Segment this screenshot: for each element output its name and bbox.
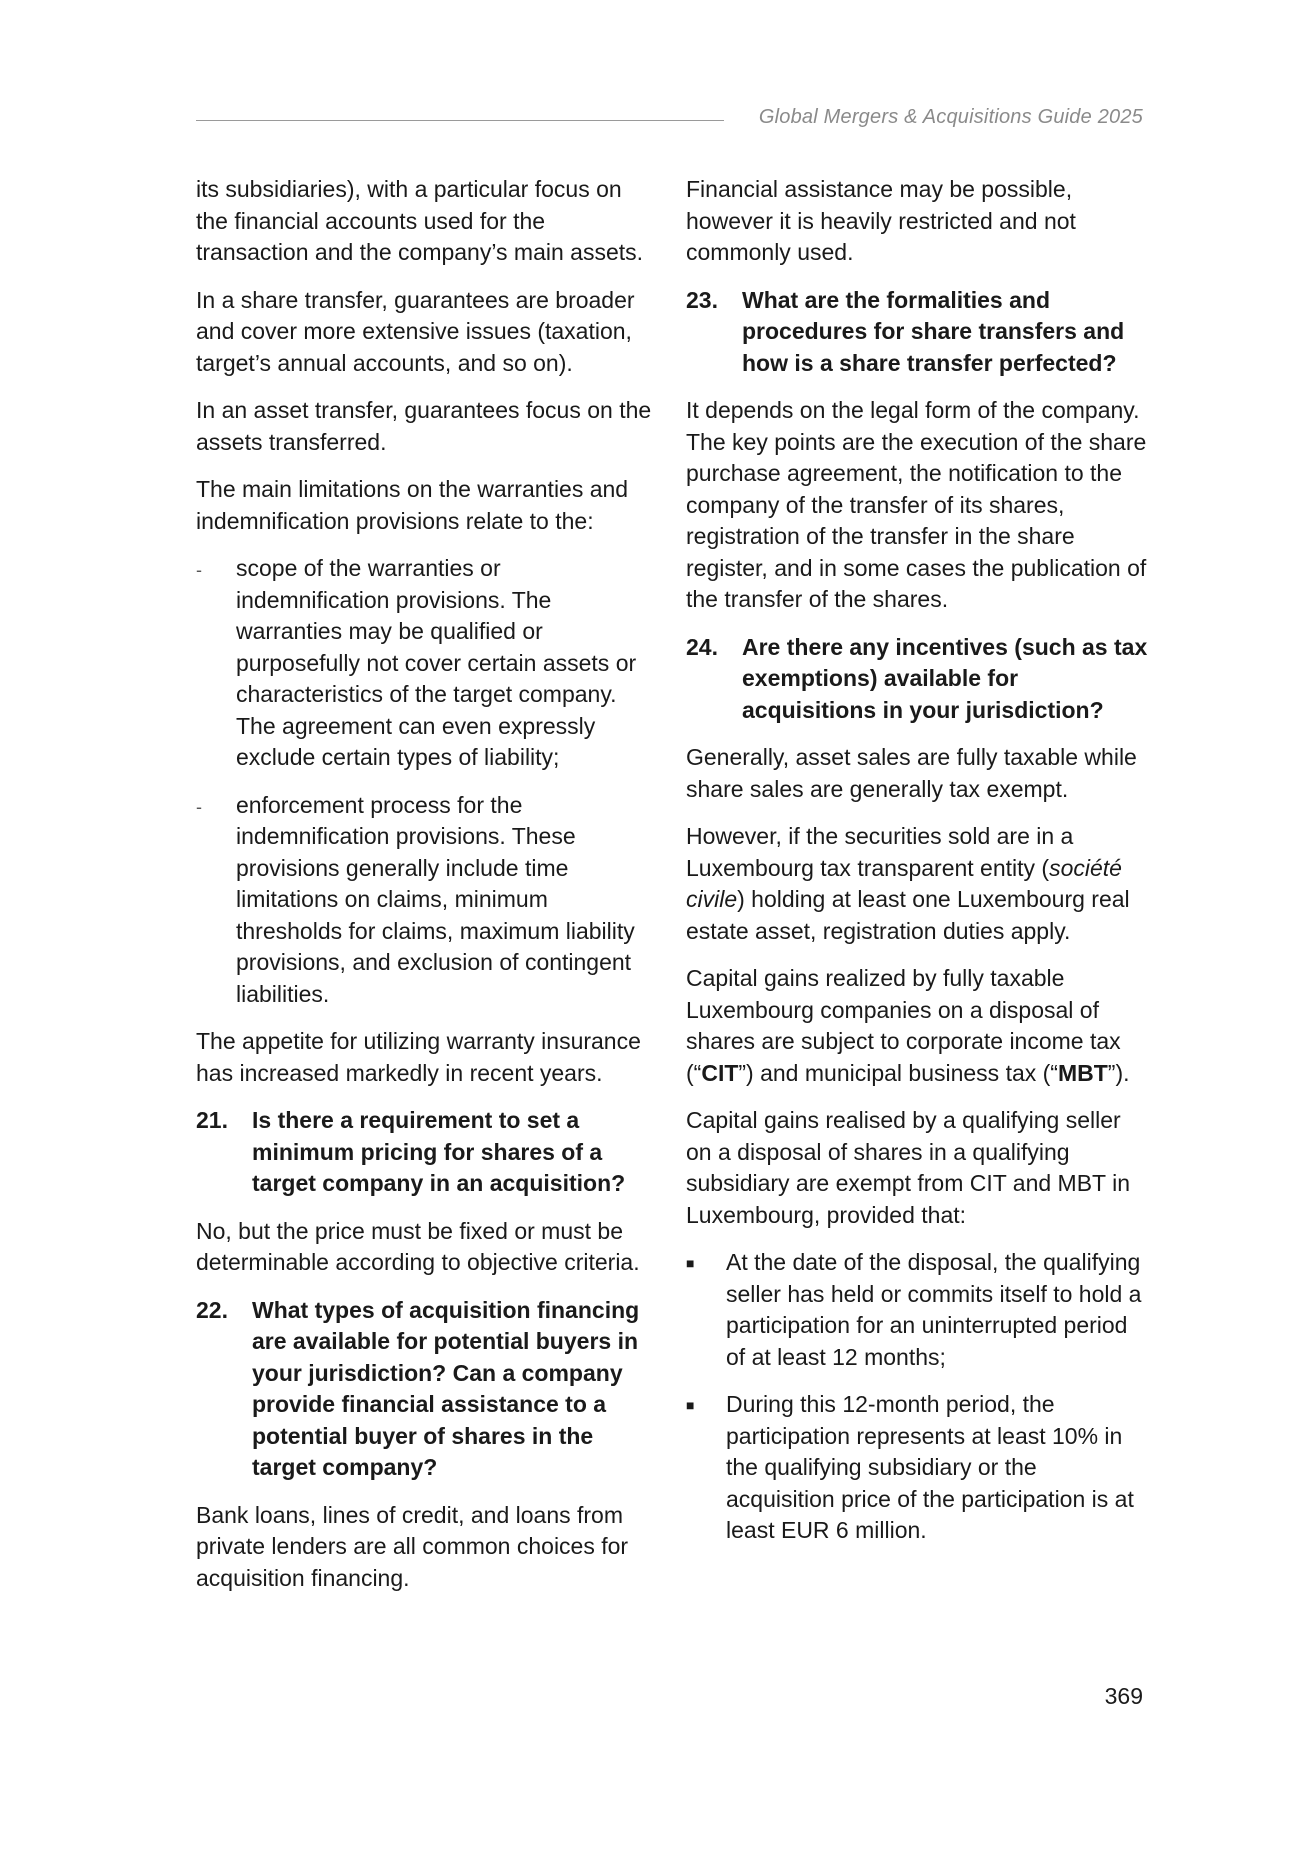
question-number: 21. <box>196 1107 228 1133</box>
answer-23: It depends on the legal form of the company. The key points are the execution of the share purchase agreement, the notification to the company of the transfer of its shares, registration of the transfer in the share register, and in some cases the publication of the transfer of the shares. <box>686 397 1147 612</box>
question-number: 23. <box>686 286 718 313</box>
defined-term-cit: CIT <box>701 1059 739 1086</box>
text-run: ) holding at least one Luxembourg real estate asset, registration duties apply. <box>686 886 1130 944</box>
text-run: ”) and municipal business tax (“ <box>738 1059 1058 1086</box>
paragraph: Financial assistance may be possible, however it is heavily restricted and not commonly used. <box>686 176 1076 265</box>
answer-21: No, but the price must be fixed or must be determinable according to objective criteria. <box>196 1217 640 1275</box>
question-21 <box>196 1105 658 1200</box>
paragraph: In an asset transfer, guarantees focus on the assets transferred. <box>196 397 652 455</box>
question-24 <box>686 632 1148 727</box>
page-number: 369 <box>1104 1683 1143 1709</box>
paragraph: In a share transfer, guarantees are broader and cover more extensive issues (taxation, target’s annual accounts, and so on). <box>196 286 635 376</box>
question-22 <box>196 1295 658 1484</box>
question-number: 24. <box>686 633 718 660</box>
answer-24-paragraph: Generally, asset sales are fully taxable while share sales are generally tax exempt. <box>686 744 1137 802</box>
list-item-text: During this 12-month period, the participation represents at least 10% in the qualifying subsidiary or the acquisition price of the participation is at least EUR 6 million. <box>726 1391 1134 1543</box>
paragraph: The main limitations on the warranties and indemnification provisions relate to the: <box>196 476 629 534</box>
answer-22: Bank loans, lines of credit, and loans from private lenders are all common choices for acquisition financing. <box>196 1501 629 1591</box>
paragraph: The appetite for utilizing warranty insurance has increased markedly in recent years. <box>196 1028 641 1086</box>
dash-bullet: - <box>196 560 202 580</box>
question-text: What are the formalities and procedures for share transfers and how is a share transfer perfected? <box>742 286 1125 376</box>
question-text: Are there any incentives (such as tax exemptions) available for acquisitions in your jurisdiction? <box>742 633 1148 723</box>
list-item-text: scope of the warranties or indemnification provisions. The warranties may be qualified or purposefully not cover certain assets or characteristics of the target company. The agreement can even expressly exclude certain types of liability; <box>236 555 637 770</box>
left-column <box>196 174 658 1610</box>
text-run: However, if the securities sold are in a Luxembourg tax transparent entity ( <box>686 823 1074 881</box>
answer-24-paragraph <box>686 821 1148 947</box>
list-item <box>196 553 658 774</box>
question-23 <box>686 285 1148 380</box>
italic-term: société civile <box>686 854 1122 912</box>
question-number: 22. <box>196 1296 228 1323</box>
right-column <box>686 174 1148 1563</box>
running-header: Global Mergers & Acquisitions Guide 2025 <box>758 106 1143 128</box>
square-bullet-icon: ■ <box>686 1255 695 1271</box>
list-item <box>196 790 658 1011</box>
dash-bullet: - <box>196 796 202 817</box>
question-text: Is there a requirement to set a minimum pricing for shares of a target company in an acquisition? <box>252 1107 626 1196</box>
question-text: What types of acquisition financing are available for potential buyers in your jurisdiction? Can a company provide financial assistance to a potential buyer of shares in the target company? <box>252 1296 640 1480</box>
list-item <box>686 1247 1148 1373</box>
square-bullet-icon: ■ <box>686 1397 695 1413</box>
paragraph: its subsidiaries), with a particular focus on the financial accounts used for the transaction and the company’s main assets. <box>196 176 644 265</box>
conditions-list <box>686 1247 1148 1547</box>
list-item-text: enforcement process for the indemnification provisions. These provisions generally include time limitations on claims, minimum thresholds for claims, maximum liability provisions, and exclusion of contingent liabilities. <box>236 791 635 1007</box>
defined-term-mbt: MBT <box>1057 1059 1108 1086</box>
list-item-text: At the date of the disposal, the qualifying seller has held or commits itself to hold a participation for an uninterrupted period of at least 12 months; <box>726 1249 1142 1370</box>
answer-24-paragraph: Capital gains realised by a qualifying seller on a disposal of shares in a qualifying subsidiary are exempt from CIT and MBT in Luxembourg, provided that: <box>686 1107 1130 1228</box>
text-run: ”). <box>1107 1059 1130 1086</box>
list-item <box>686 1389 1148 1547</box>
header-rule <box>196 120 724 121</box>
limitations-list <box>196 553 658 1010</box>
answer-24-paragraph <box>686 963 1148 1089</box>
text-run: Capital gains realized by fully taxable Luxembourg companies on a disposal of shares are subject to corporate income tax (“ <box>686 965 1121 1086</box>
